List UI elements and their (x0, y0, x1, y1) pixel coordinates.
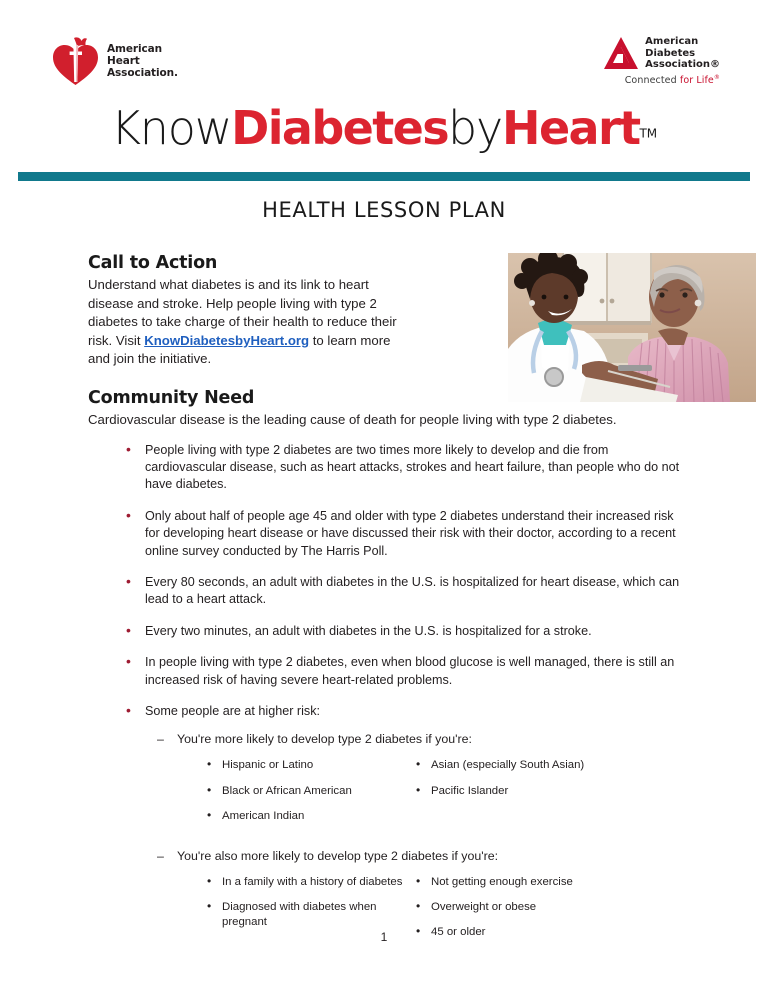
ada-line-2: Diabetes (645, 47, 696, 59)
aha-logo-text (107, 43, 178, 80)
list-item: • Only about half of people age 45 and older with type 2 diabetes understand their increased risk for developing heart disease or have discussed their risk with their doctor, according to a recent online survey conducted by The Harris Poll. (145, 508, 688, 560)
aha-line-3: Association. (107, 67, 178, 80)
list-item: • In a family with a history of diabetes (222, 875, 409, 890)
list-item: • Every two minutes, an adult with diabetes in the U.S. is hospitalized for a stroke. (145, 623, 688, 640)
call-to-action-text (88, 276, 410, 369)
risk-group-list (145, 731, 688, 950)
wordmark-trademark: TM (639, 126, 658, 141)
risk-group-1-col1-list (177, 758, 409, 824)
wordmark-diabetes: Diabetes (231, 101, 449, 155)
list-item: • Every 80 seconds, an adult with diabetes in the U.S. is hospitalized for heart disease, which can lead to a heart attack. (145, 574, 688, 609)
ada-triangle-icon (603, 36, 639, 70)
heart-torch-icon (52, 36, 98, 86)
list-item: • Pacific Islander (431, 784, 641, 799)
risk-group-1-col2-list (409, 758, 641, 798)
list-item-higher-risk (145, 703, 688, 951)
ada-tagline-lead: Connected (624, 74, 677, 86)
wordmark-heart: Heart (502, 101, 640, 155)
list-item: • Overweight or obese (431, 900, 641, 915)
know-diabetes-by-heart-link[interactable]: KnowDiabetesbyHeart.org (144, 332, 310, 348)
community-need-heading: Community Need (88, 387, 255, 408)
list-item: • Diagnosed with diabetes when pregnant (222, 900, 409, 930)
wordmark-know: Know (110, 101, 232, 155)
community-need-lead: Cardiovascular disease is the leading cause of death for people living with type 2 diabetes. (88, 411, 617, 427)
list-item: • Not getting enough exercise (431, 875, 641, 890)
american-heart-association-logo (52, 36, 178, 86)
ada-line-1: American (645, 36, 699, 47)
higher-risk-label: Some people are at higher risk: (145, 704, 321, 719)
risk-group-2-intro: You're also more likely to develop type 2 diabetes if you're: (177, 849, 499, 864)
risk-group-1-intro: You're more likely to develop type 2 diabetes if you're: (177, 732, 472, 747)
risk-group-2-col1-list (177, 875, 409, 931)
list-item: • 45 or older (431, 925, 641, 940)
aha-line-2: Heart (107, 54, 140, 67)
wordmark-by: by (448, 101, 503, 155)
ada-tagline: Connected for Life® (624, 73, 720, 86)
community-need-bullet-list (88, 442, 688, 951)
list-item: • In people living with type 2 diabetes, even when blood glucose is well managed, there is still an increased risk of having severe heart-related problems. (145, 654, 688, 689)
call-to-action-heading: Call to Action (88, 253, 218, 273)
know-diabetes-by-heart-wordmark (0, 101, 768, 155)
community-need-block (88, 388, 688, 951)
page-title: HEALTH LESSON PLAN (262, 198, 506, 222)
risk-group-1-column-2 (409, 758, 641, 834)
main-content (88, 253, 688, 965)
teal-divider-rule (18, 172, 750, 181)
call-to-action-block (88, 253, 410, 369)
list-item: • American Indian (222, 809, 409, 824)
doctor-with-patient-photo (508, 253, 756, 402)
american-diabetes-association-logo (603, 36, 720, 86)
risk-group-1-columns (177, 758, 688, 834)
cta-text-before: Understand what diabetes is and its link to heart disease and stroke. Help people living with type 2 diabetes to take charge of their health to reduce their risk. Visit (88, 277, 397, 348)
aha-line-1: American (107, 42, 162, 55)
list-item: • Asian (especially South Asian) (431, 758, 641, 773)
ada-logo-text: American Diabetes Association® (645, 36, 720, 71)
cta-text-after: to learn more and join the initiative. (88, 332, 391, 367)
list-item: • Black or African American (222, 784, 409, 799)
list-item: • People living with type 2 diabetes are two times more likely to develop and die from cardiovascular disease, such as heart attacks, strokes and heart failure, than people who do not have diabetes. (145, 442, 688, 494)
logo-row (0, 32, 768, 106)
list-item: • Hispanic or Latino (222, 758, 409, 773)
risk-group-1-column-1 (177, 758, 409, 834)
ada-line-3: Association (645, 59, 710, 71)
ada-logo-top (603, 36, 720, 71)
risk-group-1 (177, 731, 688, 834)
ada-tagline-accent: for Life (679, 74, 714, 86)
page-number: 1 (380, 930, 388, 944)
